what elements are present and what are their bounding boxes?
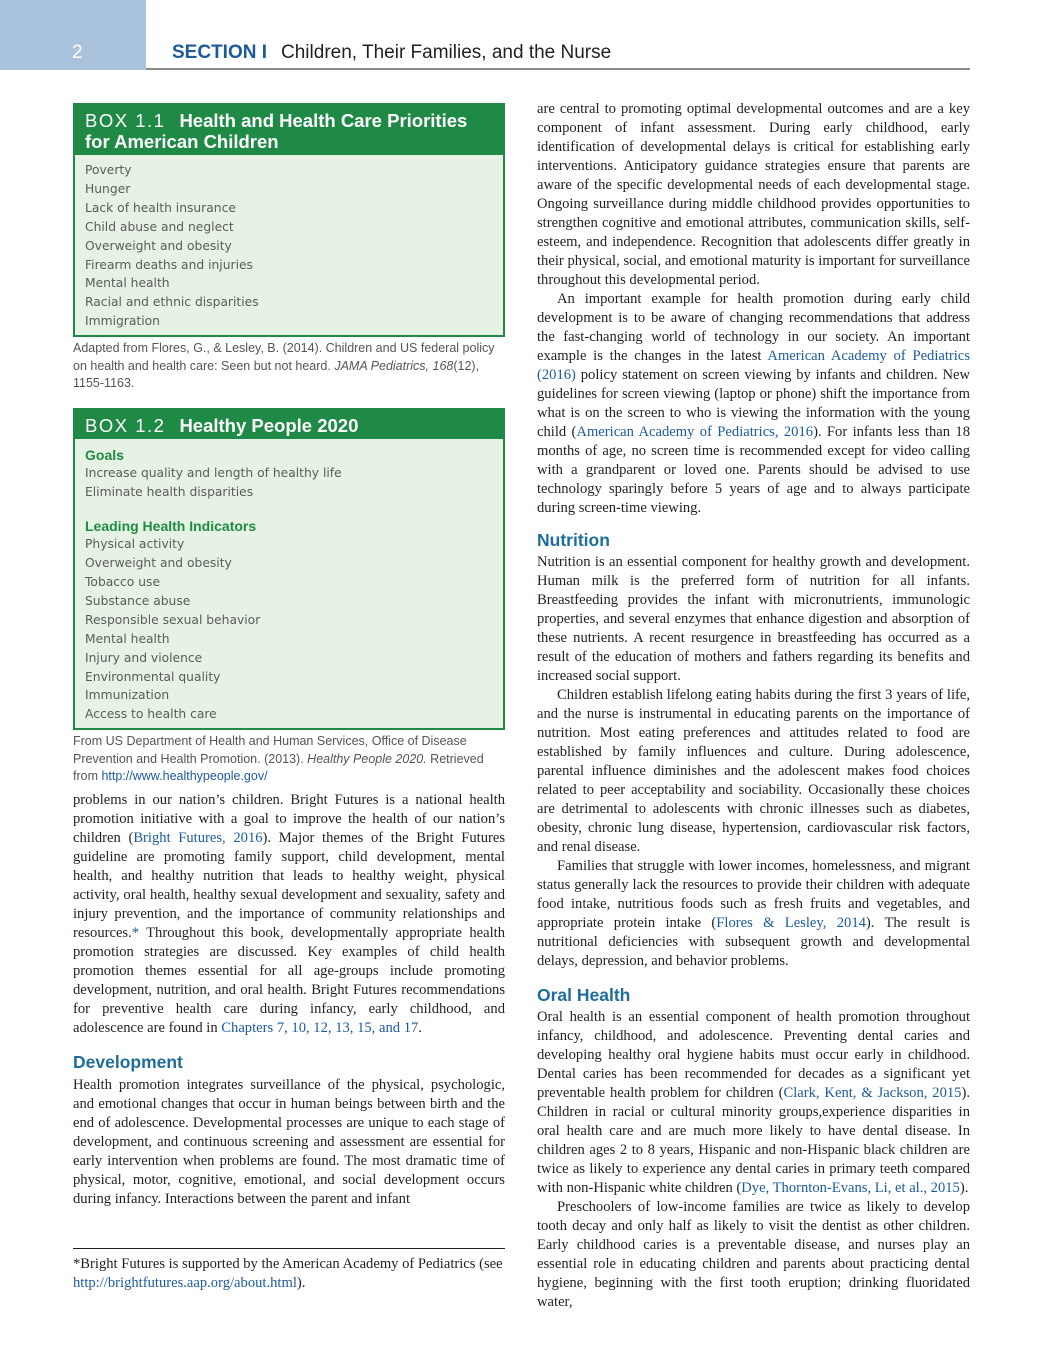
caption-text: Adapted from Flores, G., & Lesley, B. (2014). Children and US federal policy on health and health care: Seen but not heard.	[73, 341, 495, 373]
text-run: Throughout this book, developmentally appropriate health promotion strategies are discussed. Key examples of child health promotion themes essential for all age-groups include promoting development, nutrition, and oral health. Bright Futures recommendations for preventive health care during infancy, early childhood, and adolescence are found in	[73, 925, 505, 1037]
oral-health-heading: Oral Health	[537, 985, 631, 1005]
citation-link[interactable]: American Academy of Pediatrics, 2016	[576, 424, 814, 440]
page-number: 2	[72, 42, 83, 63]
text-run: ). For infants less than 18 months of age, no screen time is recommended except for video calling with a grandparent or loved one. Parents should be advised to use technology sparingly before 5 years of age and to always participate during screen-time viewing.	[537, 424, 970, 516]
list-item: Eliminate health disparities	[85, 485, 254, 500]
body-paragraph	[537, 290, 970, 518]
citation-link[interactable]: Bright Futures, 2016	[133, 830, 263, 847]
chapters-link[interactable]: Chapters 7, 10, 12, 13, 15, and 17	[221, 1020, 419, 1037]
body-paragraph: Nutrition is an essential component for healthy growth and development. Human milk is the preferred form of nutrition for all infants. Breastfeeding provides the infant with micronutrients, immunologic properties, and several enzymes that enhance digestion and absorption of these nutrients. A recent resurgence in breastfeeding has occurred as a result of the education of mothers and fathers regarding its benefits and increased social support.	[537, 554, 970, 684]
caption-text: From US Department of Health and Human Services, Office of Disease Prevention and Health Promotion. (2013).	[73, 734, 467, 766]
list-item: Responsible sexual behavior	[85, 612, 261, 627]
body-paragraph	[537, 857, 970, 971]
body-paragraph: Preschoolers of low-income families are twice as likely to develop tooth decay and only half as likely to visit the dentist as other children. Early childhood caries is a preventable disease, and nurses play an essential role in educating children and parents about practicing dental hygiene, beginning with the first tooth eruption; drinking fluoridated water,	[537, 1199, 970, 1310]
box-1-2-number: BOX 1.2	[85, 415, 166, 437]
citation-link[interactable]: American Academy of Pediatrics (2016)	[537, 348, 970, 383]
left-column	[73, 100, 505, 1209]
list-item: Lack of health insurance	[85, 200, 236, 215]
right-column	[537, 100, 970, 1312]
caption-title: Healthy People 2020.	[307, 751, 427, 766]
list-item: Mental health	[85, 276, 170, 291]
list-item: Immunization	[85, 688, 170, 703]
text-run: ).	[296, 1275, 306, 1291]
box-1-1-number: BOX 1.1	[85, 110, 166, 131]
caption-text: Retrieved from	[73, 751, 484, 784]
footnote-marker-link[interactable]: *	[131, 925, 140, 942]
text-run: policy statement on screen viewing by infants and children. New guidelines for screen viewing (laptop or phone) shift the importance from what is on the screen to who is viewing the information with the young child (	[537, 367, 970, 440]
text-run: .	[418, 1020, 422, 1037]
list-item: Access to health care	[85, 707, 217, 722]
box-1-2-body	[75, 439, 503, 728]
text-run: ).	[959, 1180, 969, 1196]
body-paragraph	[537, 1008, 970, 1198]
header-rule	[146, 68, 970, 70]
list-item: Substance abuse	[85, 593, 191, 608]
list-item: Environmental quality	[85, 669, 221, 684]
list-item: Tobacco use	[85, 575, 161, 589]
section-label: SECTION I	[172, 42, 268, 63]
box-1-2-caption	[73, 730, 505, 785]
box-1-1-list	[75, 155, 503, 335]
list-item: Injury and violence	[85, 650, 203, 665]
box-1-2-header	[75, 410, 503, 439]
running-header	[172, 42, 611, 64]
text-run: Oral health is an essential component of health promotion throughout infancy, childhood, and adolescence. Preventing dental caries and developing healthy oral hygiene habits must occur early in childhood. Dental caries has been recommended for decades as a significant yet preventable health problem for children (	[537, 1009, 970, 1101]
box-1-1	[73, 103, 505, 337]
text-run: ). Children in racial or cultural minority groups,experience disparities in oral health care and are much more likely to have dental disease. In children ages 2 to 8 years, Hispanic and non-Hispanic black children are twice as likely to experience any dental caries in primary teeth compared with non-Hispanic white children (	[537, 1085, 970, 1196]
text-run: Families that struggle with lower incomes, homelessness, and migrant status generally lack the resources to provide their children with adequate food intake, nutritious foods such as fresh fruits and vegetables, and appropriate protein intake (	[537, 858, 970, 931]
text-run: *Bright Futures is supported by the American Academy of Pediatrics (see	[73, 1256, 503, 1272]
list-item: Immigration	[85, 314, 160, 329]
box-1-1-title: Health and Health Care Priorities for American Children	[85, 110, 468, 152]
list-item: Poverty	[85, 163, 132, 177]
nutrition-heading: Nutrition	[537, 530, 610, 550]
citation-link[interactable]: Clark, Kent, & Jackson, 2015	[783, 1085, 962, 1101]
footnote	[73, 1255, 505, 1293]
caption-journal: JAMA Pediatrics, 168	[334, 358, 454, 373]
citation-link[interactable]: Flores & Lesley, 2014	[716, 915, 866, 931]
citation-link[interactable]: Dye, Thornton-Evans, Li, et al., 2015	[741, 1180, 960, 1196]
body-paragraph	[73, 791, 505, 1038]
list-item: Physical activity	[85, 537, 185, 552]
box-1-1-caption	[73, 337, 505, 392]
list-item: Hunger	[85, 181, 131, 196]
footnote-rule	[73, 1248, 505, 1249]
list-item: Firearm deaths and injuries	[85, 257, 253, 272]
text-run: An important example for health promotion during early child development is to be aware of changing recommendations that address the fast-changing world of technology in our society. An important example is the changes in the latest	[537, 291, 970, 364]
list-item: Overweight and obesity	[85, 238, 232, 253]
list-item: Increase quality and length of healthy life	[85, 466, 342, 481]
section-title: Children, Their Families, and the Nurse	[281, 42, 612, 63]
text-run: ). Major themes of the Bright Futures guideline are promoting family support, child development, mental health, and healthy nutrition that leads to healthy weight, physical activity, oral health, healthy sexual development and sexuality, safety and injury prevention, and the importance of community relationships and resources.	[73, 830, 506, 942]
indicators-heading: Leading Health Indicators	[85, 518, 257, 535]
list-item: Child abuse and neglect	[85, 219, 234, 234]
list-item: Mental health	[85, 631, 170, 646]
list-item: Racial and ethnic disparities	[85, 295, 259, 310]
body-paragraph: Children establish lifelong eating habits during the first 3 years of life, and the nurse is instrumental in educating parents on the importance of nutrition. Most eating preferences and attitudes related to food are established by family influences and culture. During adolescence, parental influence diminishes and the adolescent makes food choices related to peer acceptability and sociability. Occasionally these choices are detrimental to adolescents with chronic illnesses such as diabetes, obesity, chronic lung disease, hypertension, cardiovascular risk factors, and renal disease.	[537, 687, 970, 855]
text-run: problems in our nation’s children. Bright Futures is a national health promotion initiative with a goal to improve the health of our nation’s children (	[73, 792, 505, 847]
healthypeople-link[interactable]: http://www.healthypeople.gov/	[101, 769, 268, 784]
text-run: ). The result is nutritional deficiencies with subsequent growth and developmental delays, depression, and behavior problems.	[537, 915, 970, 969]
body-paragraph: are central to promoting optimal developmental outcomes and are a key component of infant assessment. During early childhood, early identification of developmental delays is critical for establishing early interventions. Anticipatory guidance strategies ensure that parents are aware of the specific developmental needs of each developmental stage. Ongoing surveillance during middle childhood provides opportunities to strengthen cognitive and emotional attributes, communication skills, self-esteem, and independence. Recognition that adolescents differ greatly in their physical, social, and emotional maturity is important for surveillance throughout this developmental period.	[537, 101, 970, 288]
list-item: Overweight and obesity	[85, 556, 232, 571]
body-paragraph: Health promotion integrates surveillance of the physical, psychologic, and emotional changes that occur in human beings between birth and the end of adolescence. Developmental processes are unique to each stage of development, and continuous screening and assessment are essential for early intervention when problems are found. The most dramatic time of physical, motor, cognitive, emotional, and social development occurs during infancy. Interactions between the parent and infant	[73, 1077, 505, 1208]
development-heading: Development	[73, 1052, 183, 1073]
box-1-2	[73, 408, 505, 730]
goals-heading: Goals	[85, 447, 124, 464]
box-1-1-header	[75, 105, 503, 155]
caption-text: (12), 1155-1163.	[73, 358, 480, 390]
bright-futures-link[interactable]: http://brightfutures.aap.org/about.html	[73, 1275, 297, 1291]
box-1-2-title: Healthy People 2020	[179, 415, 359, 437]
